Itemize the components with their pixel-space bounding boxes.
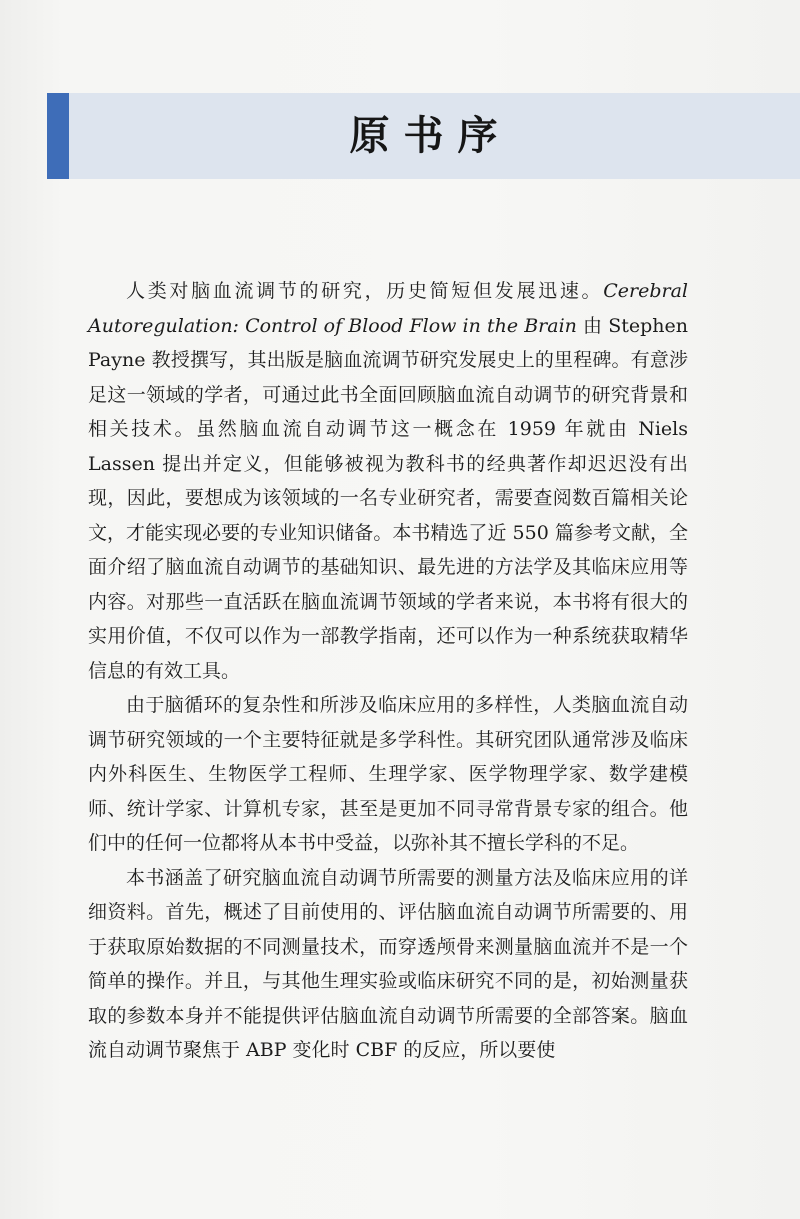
paragraph-1-lead: 人类对脑血流调节的研究，历史简短但发展迅速。: [126, 280, 604, 302]
paragraph-2: 由于脑循环的复杂性和所涉及临床应用的多样性，人类脑血流自动调节研究领域的一个主要特征就是多学科性。其研究团队通常涉及临床内外科医生、生物医学工程师、生理学家、医学物理学家、数学建模师、统计学家、计算机专家，甚至是更加不同寻常背景专家的组合。他们中的任何一位都将从本书中受益，以弥补其不擅长学科的不足。: [88, 694, 688, 854]
title-banner: [47, 93, 800, 179]
page-title: 原书序: [349, 112, 512, 159]
paragraph-3: 本书涵盖了研究脑血流自动调节所需要的测量方法及临床应用的详细资料。首先，概述了目前使用的、评估脑血流自动调节所需要的、用于获取原始数据的不同测量技术，而穿透颅骨来测量脑血流并不是一个简单的操作。并且，与其他生理实验或临床研究不同的是，初始测量获取的参数本身并不能提供评估脑血流自动调节所需要的全部答案。脑血流自动调节聚焦于 ABP 变化时 CBF 的反应，所以要使: [88, 866, 688, 1061]
paragraph-1: [88, 274, 688, 688]
preface-body: [88, 274, 688, 1068]
paragraph-1-rest: 由 Stephen Payne 教授撰写，其出版是脑血流调节研究发展史上的里程碑。有意涉足这一领域的学者，可通过此书全面回顾脑血流自动调节的研究背景和相关技术。虽然脑血流自动调节这一概念在 1959 年就由 Niels Lassen 提出并定义，但能够被视为教科书的经典著作却迟迟没有出现，因此，要想成为该领域的一名专业研究者，需要查阅数百篇相关论文，才能实现必要的专业知识储备。本书精选了近 550 篇参考文献，全面介绍了脑血流自动调节的基础知识、最先进的方法学及其临床应用等内容。对那些一直活跃在脑血流调节领域的学者来说，本书将有很大的实用价值，不仅可以作为一部教学指南，还可以作为一种系统获取精华信息的有效工具。: [88, 314, 688, 682]
book-title: Cerebral Autoregulation: Control of Blood Flow in the Brain: [88, 280, 688, 337]
